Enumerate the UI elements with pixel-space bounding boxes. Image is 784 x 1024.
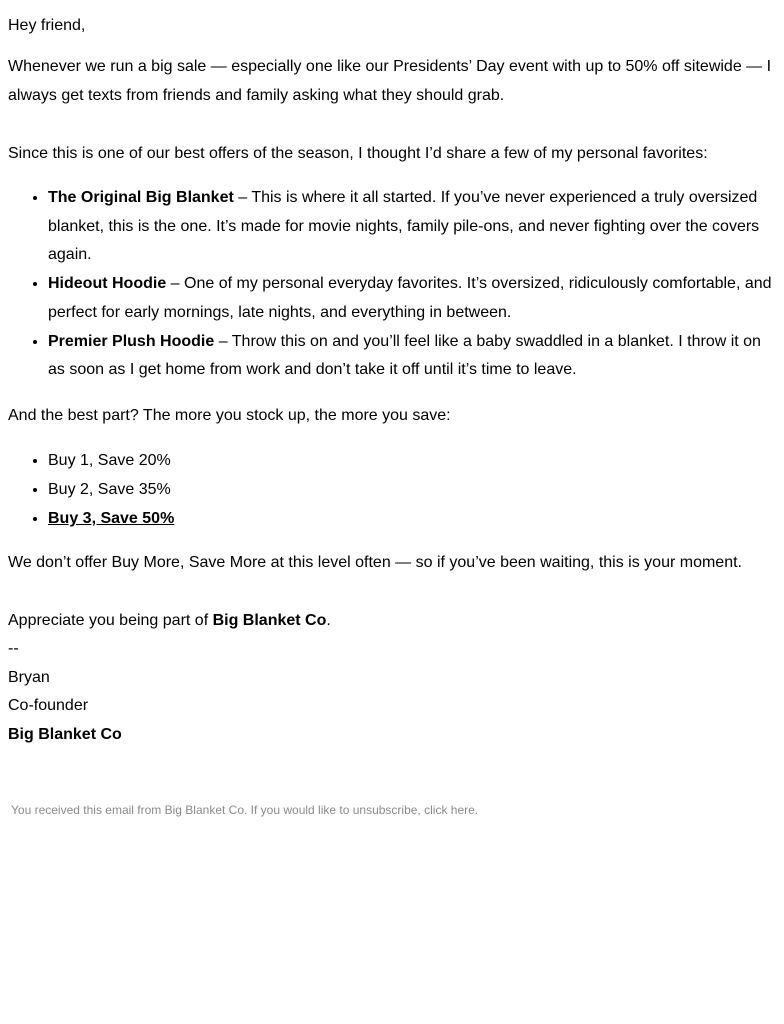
tier-label: Buy 1, Save 20% [48, 451, 171, 469]
favorites-intro: Since this is one of our best offers of the season, I thought I’d share a few of my personal favorites: [8, 145, 708, 162]
signature-title: Co-founder [8, 697, 89, 715]
tier-item-highlight [48, 504, 776, 533]
product-name: Hideout Hoodie [48, 275, 167, 293]
signature-separator: -- [8, 639, 19, 657]
product-name: The Original Big Blanket [48, 189, 234, 206]
favorite-item [48, 270, 776, 327]
tier-item [48, 475, 776, 504]
signature-name: Bryan [8, 668, 50, 686]
favorites-list [8, 184, 776, 385]
tier-label: Buy 2, Save 35% [48, 480, 171, 498]
favorite-item [48, 184, 776, 270]
savings-intro: And the best part? The more you stock up, the more you save: [8, 406, 451, 424]
appreciation-text: Appreciate you being part of [8, 611, 213, 629]
signature-company-name: Big Blanket Co [8, 726, 122, 744]
product-description: – One of my personal everyday favorites. It’s oversized, ridiculously comfortable, and perfect for early mornings, late nights, and everything in between. [48, 275, 772, 321]
intro-paragraph: Whenever we run a big sale — especially one like our Presidents’ Day event with up to 50% off sitewide — I always get texts from friends and family asking what they should grab. [8, 58, 772, 104]
product-description: – This is where it all started. If you’ve never experienced a truly oversized blanket, this is the one. It’s made for movie nights, family pile-ons, and never fighting over the covers again. [48, 189, 760, 264]
unsubscribe-link[interactable]: click here. [424, 802, 479, 817]
greeting: Hey friend, [8, 17, 86, 34]
product-name: Premier Plush Hoodie [48, 332, 215, 350]
favorite-item [48, 328, 776, 385]
tier-label-highlight: Buy 3, Save 50% [48, 509, 175, 527]
signature-company [8, 721, 776, 750]
product-description: – Throw this on and you’ll feel like a baby swaddled in a blanket. I throw it on as soon as I get home from work and don’t take it off until it’s time to leave. [48, 332, 761, 379]
brand-name: Big Blanket Co [212, 611, 327, 629]
footer-text: You received this email from Big Blanket Co. If you would like to unsubscribe, [11, 802, 425, 817]
email-footer [8, 802, 776, 818]
appreciation-line [8, 606, 776, 635]
closing-paragraph: We don’t offer Buy More, Save More at this level often — so if you’ve been waiting, this is your moment. [8, 553, 742, 571]
savings-tiers-list [8, 446, 776, 533]
appreciation-period: . [326, 611, 331, 629]
tier-item [48, 446, 776, 475]
